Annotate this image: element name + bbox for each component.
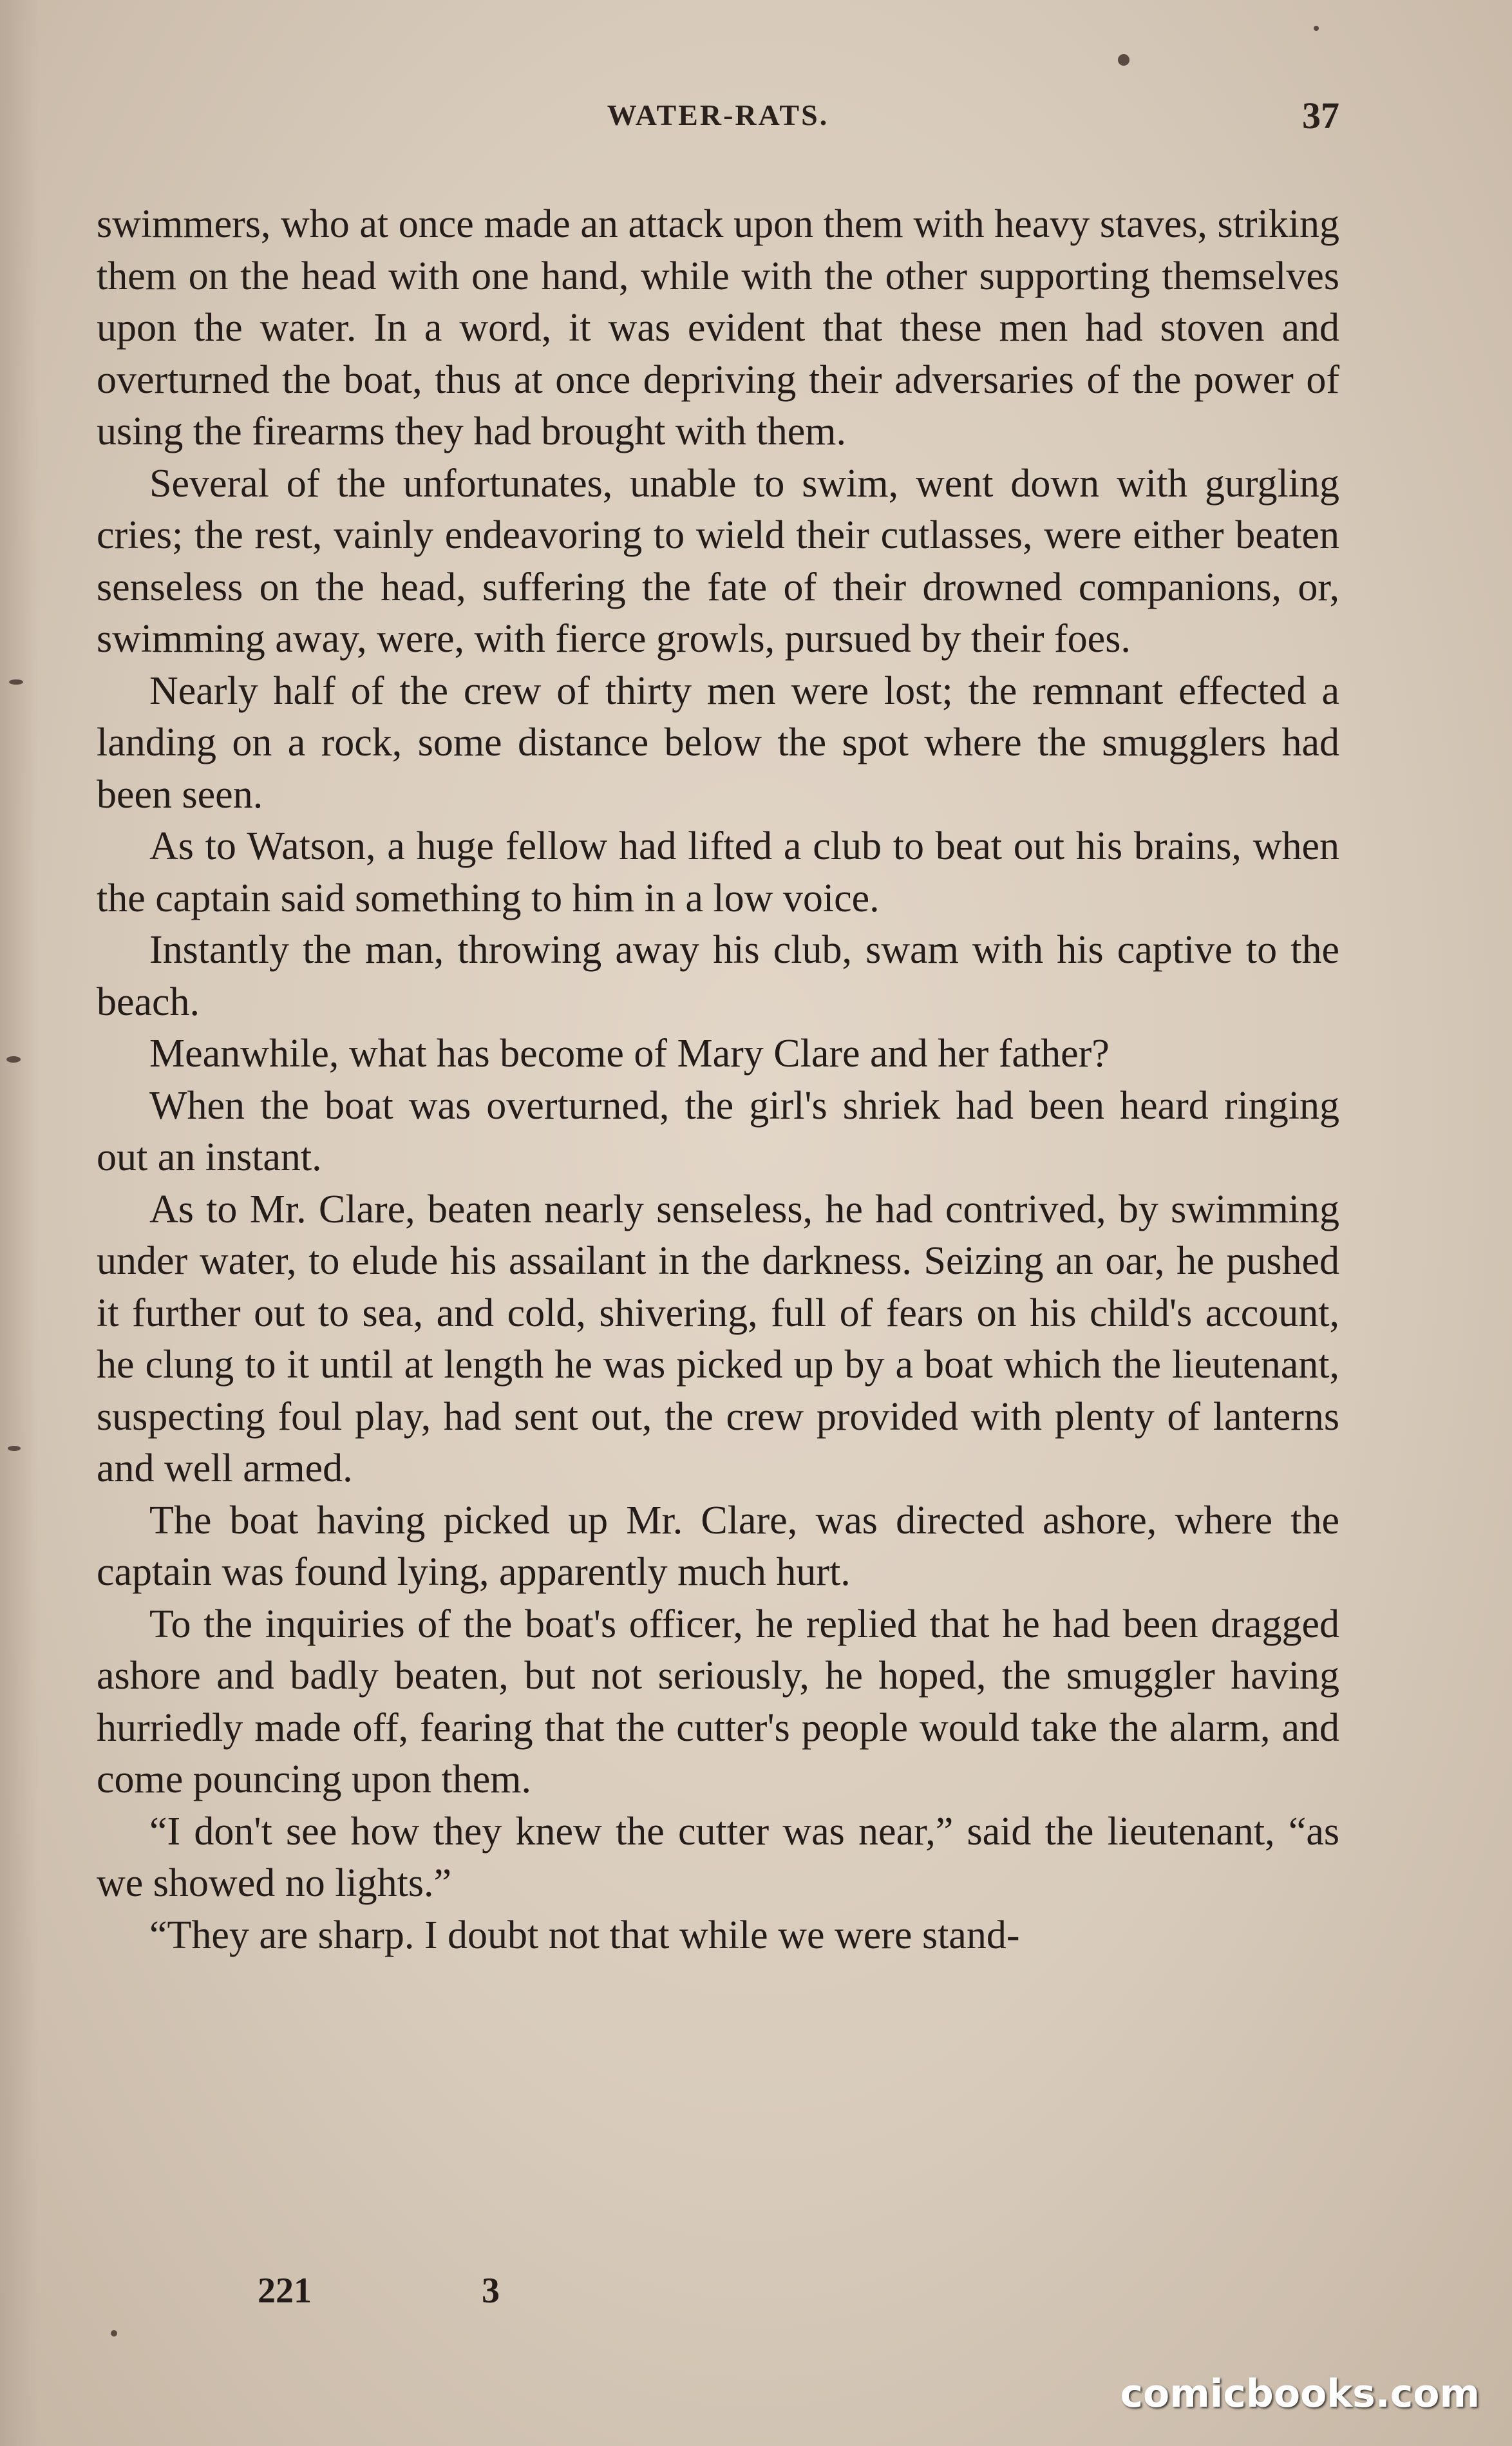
signature-mark: 3	[482, 2271, 500, 2311]
page-edge-shadow	[0, 0, 39, 2446]
paragraph: As to Watson, a huge fellow had lifted a club to beat out his brains, when the captain said something to him in a low voice.	[97, 824, 1339, 920]
ink-speck	[111, 2330, 117, 2337]
running-head	[97, 95, 1339, 149]
paragraph: To the inquiries of the boat's officer, he replied that he had been dragged ashore and badly beaten, but not seriously, he hoped, the smuggler having hurriedly made off, fearing that the cutter's people would take the alarm, and come pouncing upon them.	[97, 1602, 1339, 1801]
paragraph: swimmers, who at once made an attack upon them with heavy staves, striking them on the head with one hand, while with the other supporting themselves upon the water. In a word, it was evident that these men had stoven and overturned the boat, thus at once depriving their adversaries of the power of using the firearms they had brought with them.	[97, 202, 1339, 453]
paragraph: “I don't see how they knew the cutter was near,” said the lieutenant, “as we showed no lights.”	[97, 1809, 1339, 1905]
ink-speck	[8, 1446, 21, 1451]
running-title: WATER-RATS.	[607, 99, 829, 131]
printer-signature-line	[258, 2270, 500, 2311]
ink-speck	[6, 1056, 21, 1063]
watermark: comicbooks.com	[1120, 2371, 1480, 2416]
ink-speck	[1314, 26, 1319, 31]
body-text	[97, 198, 1339, 1961]
paragraph: Several of the unfortunates, unable to swim, went down with gurgling cries; the rest, vainly endeavoring to wield their cutlasses, were either beaten senseless on the head, suffering the fate of their drowned companions, or, swimming away, were, with fierce growls, pursued by their foes.	[97, 461, 1339, 661]
paragraph: Nearly half of the crew of thirty men were lost; the remnant effected a landing on a rock, some distance below the spot where the smugglers had been seen.	[97, 668, 1339, 817]
page-code: 221	[258, 2271, 312, 2311]
page-number: 37	[1302, 95, 1339, 137]
paragraph: When the boat was overturned, the girl's shriek had been heard ringing out an instant.	[97, 1083, 1339, 1179]
paragraph: The boat having picked up Mr. Clare, was directed ashore, where the captain was found lying, apparently much hurt.	[97, 1498, 1339, 1594]
ink-speck	[1118, 54, 1129, 66]
paragraph: Meanwhile, what has become of Mary Clare and her father?	[149, 1032, 1110, 1076]
paragraph: Instantly the man, throwing away his club, swam with his captive to the beach.	[97, 928, 1339, 1024]
paragraph: As to Mr. Clare, beaten nearly senseless, he had contrived, by swimming under water, to elude his assailant in the darkness. Seizing an oar, he pushed it further out to sea, and cold, shivering, full of fears on his child's account, he clung to it until at length he was picked up by a boat which the lieutenant, suspecting foul play, had sent out, the crew provided with plenty of lanterns and well armed.	[97, 1187, 1339, 1490]
paragraph: “They are sharp. I doubt not that while we were stand-	[149, 1913, 1020, 1957]
ink-speck	[9, 679, 23, 685]
